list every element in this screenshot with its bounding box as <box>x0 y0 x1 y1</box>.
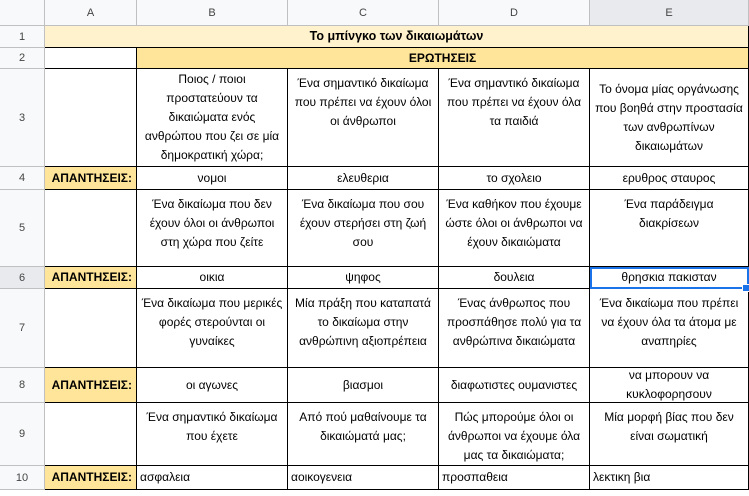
question-cell-e7[interactable]: Ένα δικαίωμα που πρέπει να έχουν όλα τα άτομα με αναπηρίες <box>590 289 749 368</box>
row-header-5[interactable]: 5 <box>0 190 45 267</box>
row-header-7[interactable]: 7 <box>0 289 45 368</box>
answer-cell-b4[interactable]: νομοι <box>137 167 288 190</box>
answer-cell-c4[interactable]: ελευθερια <box>288 167 439 190</box>
question-cell-d3[interactable]: Ένα σημαντικό δικαίωμα που πρέπει να έχουν όλα τα παιδιά <box>439 69 590 167</box>
question-cell-b9[interactable]: Ένα σημαντικό δικαίωμα που έχετε <box>137 403 288 466</box>
question-cell-e9[interactable]: Μία μορφή βίας που δεν είναι σωματική <box>590 403 749 466</box>
cell-a2[interactable] <box>45 48 137 69</box>
answer-cell-b6[interactable]: οικια <box>137 267 288 289</box>
column-header-b[interactable]: B <box>137 0 288 26</box>
row-header-3[interactable]: 3 <box>0 69 45 167</box>
row-header-9[interactable]: 9 <box>0 403 45 466</box>
answer-cell-e6-selected[interactable]: θρησκια πακισταν <box>590 267 749 289</box>
question-cell-b7[interactable]: Ένα δικαίωμα που μερικές φορές στερούνται οι γυναίκες <box>137 289 288 368</box>
row-header-6[interactable]: 6 <box>0 267 45 289</box>
answer-cell-d4[interactable]: το σχολειο <box>439 167 590 190</box>
questions-header-cell[interactable]: ΕΡΩΤΗΣΕΙΣ <box>137 48 749 69</box>
row-header-10[interactable]: 10 <box>0 466 45 490</box>
answer-cell-d10[interactable]: προσπαθεια <box>439 466 590 490</box>
column-header-e[interactable]: E <box>590 0 749 26</box>
answer-cell-d6[interactable]: δουλεια <box>439 267 590 289</box>
question-cell-c7[interactable]: Μία πράξη που καταπατά το δικαίωμα στην ανθρώπινη αξιοπρέπεια <box>288 289 439 368</box>
row-header-1[interactable]: 1 <box>0 26 45 48</box>
question-cell-c9[interactable]: Από πού μαθαίνουμε τα δικαιώματά μας; <box>288 403 439 466</box>
answer-cell-e10[interactable]: λεκτικη βια <box>590 466 749 490</box>
row-header-2[interactable]: 2 <box>0 48 45 69</box>
question-cell-c3[interactable]: Ένα σημαντικό δικαίωμα που πρέπει να έχουν όλοι οι άνθρωποι <box>288 69 439 167</box>
question-cell-d7[interactable]: Ένας άνθρωπος που προσπάθησε πολύ για τα ανθρώπινα δικαιώματα <box>439 289 590 368</box>
select-all-corner[interactable] <box>0 0 45 26</box>
answer-cell-e8[interactable]: να μπορουν να κυκλοφορησουν <box>590 368 749 403</box>
question-cell-c5[interactable]: Ένα δικαίωμα που σου έχουν στερήσει στη ζωή σου <box>288 190 439 267</box>
answer-cell-c8[interactable]: βιασμοι <box>288 368 439 403</box>
column-header-a[interactable]: A <box>45 0 137 26</box>
answer-cell-e4[interactable]: ερυθρος σταυρος <box>590 167 749 190</box>
column-header-d[interactable]: D <box>439 0 590 26</box>
cell-a9[interactable] <box>45 403 137 466</box>
answer-cell-c10[interactable]: αοικογενεια <box>288 466 439 490</box>
question-cell-e5[interactable]: Ένα παράδειγμα διακρίσεων <box>590 190 749 267</box>
answer-cell-b10[interactable]: ασφαλεια <box>137 466 288 490</box>
answers-label-a4[interactable]: ΑΠΑΝΤΗΣΕΙΣ: <box>45 167 137 190</box>
question-cell-d9[interactable]: Πώς μπορούμε όλοι οι άνθρωποι να έχουμε όλα μας τα δικαιώματα; <box>439 403 590 466</box>
row-header-4[interactable]: 4 <box>0 167 45 190</box>
title-cell[interactable]: Το μπίνγκο των δικαιωμάτων <box>45 26 749 48</box>
cell-a3[interactable] <box>45 69 137 167</box>
answer-cell-c6[interactable]: ψηφος <box>288 267 439 289</box>
fill-handle[interactable] <box>742 284 749 292</box>
answer-cell-d8[interactable]: διαφωτιστες ουμανιστες <box>439 368 590 403</box>
question-cell-b5[interactable]: Ένα δικαίωμα που δεν έχουν όλοι οι άνθρωποι στη χώρα που ζείτε <box>137 190 288 267</box>
column-header-c[interactable]: C <box>288 0 439 26</box>
answers-label-a6[interactable]: ΑΠΑΝΤΗΣΕΙΣ: <box>45 267 137 289</box>
cell-a5[interactable] <box>45 190 137 267</box>
question-cell-b3[interactable]: Ποιος / ποιοι προστατεύουν τα δικαιώματα ενός ανθρώπου που ζει σε μία δημοκρατική χώρα; <box>137 69 288 167</box>
question-cell-e3[interactable]: Το όνομα μίας οργάνωσης που βοηθά στην προστασία των ανθρωπίνων δικαιωμάτων <box>590 69 749 167</box>
answers-label-a8[interactable]: ΑΠΑΝΤΗΣΕΙΣ: <box>45 368 137 403</box>
row-header-8[interactable]: 8 <box>0 368 45 403</box>
answer-cell-b8[interactable]: οι αγωνες <box>137 368 288 403</box>
answers-label-a10[interactable]: ΑΠΑΝΤΗΣΕΙΣ: <box>45 466 137 490</box>
question-cell-d5[interactable]: Ένα καθήκον που έχουμε ώστε όλοι οι άνθρωποι να έχουν δικαιώματα <box>439 190 590 267</box>
cell-a7[interactable] <box>45 289 137 368</box>
